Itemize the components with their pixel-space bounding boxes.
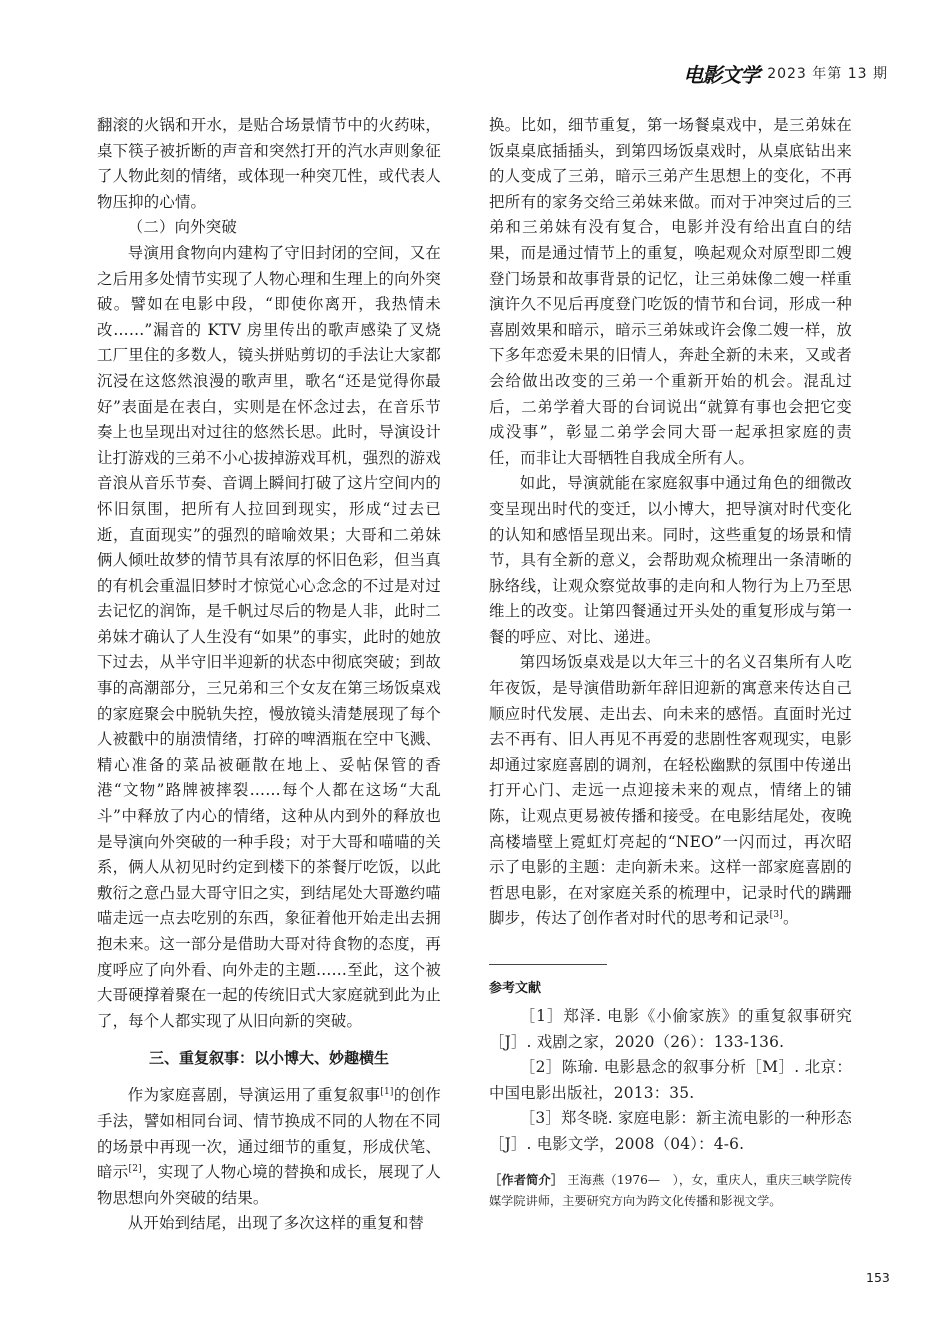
author-bio-text: 王海燕（1976— ），女，重庆人，重庆三峡学院传媒学院讲师，主要研究方向为跨文化传播和影视文学。 bbox=[489, 1172, 853, 1208]
journal-logo: 电影文学 bbox=[683, 62, 760, 87]
text-span: 作为家庭喜剧，导演运用了重复叙事 bbox=[127, 1086, 381, 1105]
references-heading: 参考文献 bbox=[489, 981, 542, 996]
paragraph: 换。比如，细节重复，第一场餐桌戏中，是三弟妹在饭桌桌底插插头，到第四场饭桌戏时，从桌底钻出来的人变成了三弟，暗示三弟产生思想上的变化，不再把所有的家务交给三弟妹来做。而对于冲突过后的三弟和三弟妹有没有复合，电影并没有给出直白的结果，而是通过情节上的重复，唤起观众对原型即二嫂登门场景和故事背景的记忆，让三弟妹像二嫂一样重演许久不见后再度登门吃饭的情节和台词，形成一种喜剧效果和暗示，暗示三弟妹或许会像二嫂一样，放下多年恋爱未果的旧情人，奔赴全新的未来，又或者会给做出改变的三弟一个重新开始的机会。混乱过后，二弟学着大哥的台词说出“就算有事也会把它变成没事”，彰显二弟学会同大哥一起承担家庭的责任，而非让大哥牺牲自我成全所有人。 bbox=[489, 116, 852, 467]
text-span: 的创作手法，譬如相同台词、情节换成不同的人物在不同的场景中再现一次，通过细节的重复，形成伏笔、暗示 bbox=[97, 1086, 441, 1182]
citation-marker: [3] bbox=[769, 910, 783, 921]
subsection-heading: （二）向外突破 bbox=[127, 218, 237, 237]
text-span: 第四场饭桌戏是以大年三十的名义召集所有人吃年夜饭，是导演借助新年辞旧迎新的寓意来传达自己顺应时代发展、走出去、向未来的感悟。直面时光过去不再有、旧人再见不再爱的悲剧性客观现实，电影却通过家庭喜剧的调剂，在轻松幽默的氛围中传递出打开心门、走远一点迎接未来的观点，情绪上的铺陈，让观点更易被传播和接受。在电影结尾处，夜晚高楼墙壁上霓虹灯亮起的“NEO”一闪而过，再次昭示了电影的主题：走向新未来。这样一部家庭喜剧的哲思电影，在对家庭关系的梳理中，记录时代的蹒跚脚步，传达了创作者对时代的思考和记录 bbox=[489, 653, 852, 928]
author-bio-label: ［作者简介］ bbox=[489, 1172, 564, 1187]
paragraph: 如此，导演就能在家庭叙事中通过角色的细微改变呈现出时代的变迁，以小博大，把导演对时代变化的认知和感悟呈现出来。同时，这些重复的场景和情节，具有全新的意义，会帮助观众梳理出一条清晰的脉络线，让观众察觉故事的走向和人物行为上乃至思维上的改变。让第四餐通过开头处的重复形成与第一餐的呼应、对比、递进。 bbox=[489, 474, 852, 646]
paragraph bbox=[97, 1083, 441, 1211]
author-bio bbox=[489, 1170, 852, 1212]
left-column bbox=[97, 113, 441, 1237]
issue-label: 2023 年第 13 期 bbox=[767, 66, 888, 82]
divider bbox=[489, 964, 607, 965]
journal-header bbox=[683, 58, 888, 88]
citation-marker: [1] bbox=[380, 1087, 394, 1098]
paragraph: 翻滚的火锅和开水，是贴合场景情节中的火药味，桌下筷子被折断的声音和突然打开的汽水声则象征了人物此刻的情绪，或体现一种突兀性，或代表人物压抑的心情。 bbox=[97, 116, 441, 211]
text-span: ，实现了人物心境的替换和成长，展现了人物思想向外突破的结果。 bbox=[97, 1163, 441, 1207]
paragraph: 从开始到结尾，出现了多次这样的重复和替 bbox=[127, 1214, 425, 1233]
text-span: 。 bbox=[783, 909, 799, 928]
right-column bbox=[489, 113, 852, 1212]
paragraph: 导演用食物向内建构了守旧封闭的空间，又在之后用多处情节实现了人物心理和生理上的向外突破。譬如在电影中段，“即使你离开，我热情未改……”漏音的 KTV 房里传出的歌声感染了叉烧工厂里住的多数人，镜头拼贴剪切的手法让大家都沉浸在这悠然浪漫的歌声里，歌名“还是觉得你最好”表面是在表白，实则是在怀念过去，在音乐节奏上也呈现出对过往的悠然长思。此时，导演设计让打游戏的三弟不小心拔掉游戏耳机，强烈的游戏音浪从音乐节奏、音调上瞬间打破了这片空间内的怀旧氛围，把所有人拉回到现实，形成“过去已逝，直面现实”的强烈的暗喻效果；大哥和二弟妹俩人倾吐故梦的情节具有浓厚的怀旧色彩，但当真的有机会重温旧梦时才惊觉心心念念的不过是对过去记忆的润饰，是千帆过尽后的物是人非，此时二弟妹才确认了人生没有“如果”的事实，此时的她放下过去，从半守旧半迎新的状态中彻底突破；到故事的高潮部分，三兄弟和三个女友在第三场饭桌戏的家庭聚会中脱轨失控，慢放镜头清楚展现了每个人被戳中的崩溃情绪，打碎的啤酒瓶在空中飞溅、精心准备的菜品被砸散在地上、妥帖保管的香港“文物”路牌被摔裂……每个人都在这场“大乱斗”中释放了内心的情绪，这种从内到外的释放也是导演向外突破的一种手段；对于大哥和喵喵的关系，俩人从初见时约定到楼下的茶餐厅吃饭，以此敷衍之意凸显大哥守旧之实，到结尾处大哥邀约喵喵走远一点去吃别的东西，象征着他开始走出去拥抱未来。这一部分是借助大哥对待食物的态度，再度呼应了向外看、向外走的主题……至此，这个被大哥硬撑着聚在一起的传统旧式大家庭就到此为止了，每个人都实现了从旧向新的突破。 bbox=[97, 243, 441, 1030]
reference-item: ［2］陈瑜. 电影悬念的叙事分析［M］. 北京：中国电影出版社，2013：35. bbox=[489, 1058, 852, 1102]
reference-item: ［1］郑泽. 电影《小偷家族》的重复叙事研究［J］. 戏剧之家，2020（26）：133-136. bbox=[489, 1007, 852, 1051]
paragraph bbox=[489, 650, 852, 932]
reference-item: ［3］郑冬晓. 家庭电影：新主流电影的一种形态［J］. 电影文学，2008（04）：4-6. bbox=[489, 1109, 852, 1153]
citation-marker: [2] bbox=[128, 1164, 142, 1175]
section-title: 三、重复叙事：以小博大、妙趣横生 bbox=[148, 1049, 389, 1068]
page-number: 153 bbox=[866, 1270, 890, 1285]
